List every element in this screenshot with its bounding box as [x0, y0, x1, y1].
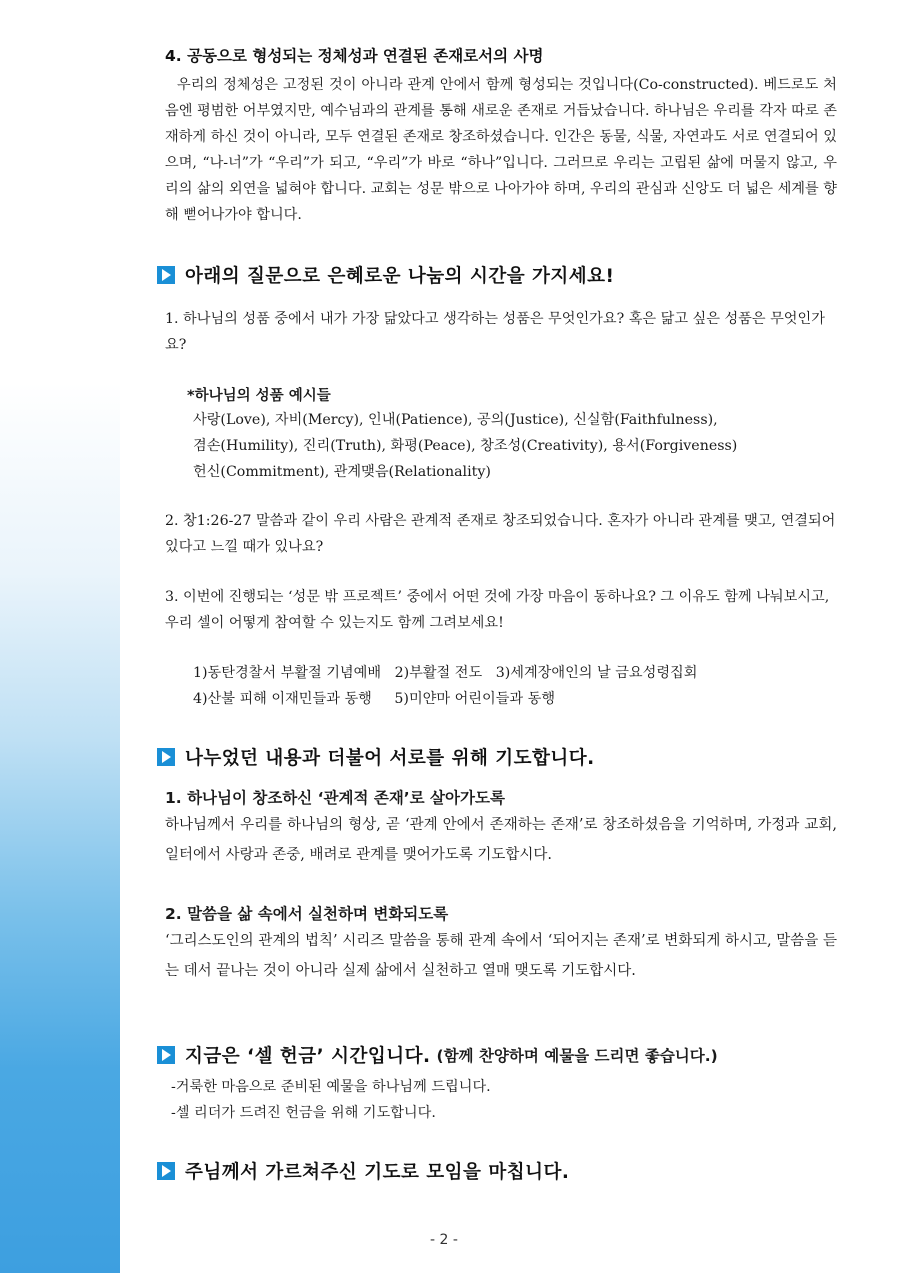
project-line: 4)산불 피해 이재민들과 동행 5)미얀마 어린이들과 동행: [193, 691, 556, 707]
prayer-1-body: 하나님께서 우리를 하나님의 형상, 곧 ‘관계 안에서 존재하는 존재’로 창조하셨음을 기억하며, 가정과 교회, 일터에서 사랑과 존중, 배려로 관계를 맺어가도록 기도합시다.: [165, 817, 837, 863]
question-3: [165, 584, 837, 636]
section-4-title: 4. 공동으로 형성되는 정체성과 연결된 존재로서의 사명: [165, 47, 544, 65]
section-4-body: 우리의 정체성은 고정된 것이 아니라 관계 안에서 함께 형성되는 것입니다(Co-constructed). 베드로도 처음엔 평범한 어부였지만, 예수님과의 관계를 통해 새로운 존재로 거듭났습니다. 하나님은 우리를 각자 따로 존재하게 하신 것이 아니라, 모두 연결된 존재로 창조하셨습니다. 인간은 동물, 식물, 자연과도 서로 연결되어 있으며, “나-너”가 “우리”가 되고, “우리”가 바로 “하나”입니다. 그러므로 우리는 고립된 삶에 머물지 않고, 우리의 삶의 외연을 넓혀야 합니다. 교회는 성문 밖으로 나아가야 하며, 우리의 관심과 신앙도 더 넓은 세계를 향해 뻗어나가야 합니다.: [165, 77, 837, 223]
prayer-banner: [157, 744, 595, 770]
prayer-1: [165, 786, 837, 870]
project-list: [193, 660, 837, 712]
question-1: [165, 306, 837, 358]
play-arrow-icon: [157, 1162, 175, 1180]
sharing-banner-text: 아래의 질문으로 은혜로운 나눔의 시간을 가지세요!: [185, 266, 615, 287]
examples-line: 헌신(Commitment), 관계맺음(Relationality): [193, 464, 491, 480]
prayer-2-body: ‘그리스도인의 관계의 법칙’ 시리즈 말씀을 통해 관계 속에서 ‘되어지는 존재’로 변화되게 하시고, 말씀을 듣는 데서 끝나는 것이 아니라 실제 삶에서 실천하고 열매 맺도록 기도합시다.: [165, 933, 837, 979]
section-4: [165, 44, 837, 228]
question-2: [165, 508, 837, 560]
closing-banner-text: 주님께서 가르쳐주신 기도로 모임을 마칩니다.: [185, 1162, 570, 1183]
offering-line: -거룩한 마음으로 준비된 예물을 하나님께 드립니다.: [171, 1079, 491, 1095]
examples-line: 겸손(Humility), 진리(Truth), 화평(Peace), 창조성(Creativity), 용서(Forgiveness): [193, 438, 738, 454]
offering-banner-note: (함께 찬양하며 예물을 드리면 좋습니다.): [436, 1047, 718, 1065]
question-3-text: 3. 이번에 진행되는 ‘성문 밖 프로젝트’ 중에서 어떤 것에 가장 마음이 동하나요? 그 이유도 함께 나눠보시고, 우리 셀이 어떻게 참여할 수 있는지도 함께 그려보세요!: [165, 589, 830, 631]
question-1-text: 1. 하나님의 성품 중에서 내가 가장 닮았다고 생각하는 성품은 무엇인가요? 혹은 닮고 싶은 성품은 무엇인가요?: [165, 311, 825, 353]
prayer-2-title: 2. 말씀을 삶 속에서 실천하며 변화되도록: [165, 905, 449, 923]
decorative-sidebar: [0, 0, 120, 1273]
play-arrow-icon: [157, 748, 175, 766]
prayer-1-title: 1. 하나님이 창조하신 ‘관계적 존재’로 살아가도록: [165, 789, 505, 807]
page-number: - 2 -: [430, 1232, 458, 1248]
offering-banner: [157, 1042, 718, 1068]
attributes-examples: [187, 384, 837, 485]
sharing-banner: [157, 262, 614, 288]
prayer-banner-text: 나누었던 내용과 더불어 서로를 위해 기도합니다.: [185, 748, 595, 769]
examples-title: *하나님의 성품 예시들: [187, 388, 331, 404]
question-2-text: 2. 창1:26-27 말씀과 같이 우리 사람은 관계적 존재로 창조되었습니다. 혼자가 아니라 관계를 맺고, 연결되어 있다고 느낄 때가 있나요?: [165, 513, 836, 555]
project-line: 1)동탄경찰서 부활절 기념예배 2)부활절 전도 3)세계장애인의 날 금요성령집회: [193, 665, 698, 681]
offering-lines: [171, 1074, 837, 1126]
play-arrow-icon: [157, 266, 175, 284]
offering-line: -셀 리더가 드려진 헌금을 위해 기도합니다.: [171, 1105, 436, 1121]
closing-banner: [157, 1158, 569, 1184]
examples-line: 사랑(Love), 자비(Mercy), 인내(Patience), 공의(Justice), 신실함(Faithfulness),: [193, 412, 718, 428]
offering-banner-text: 지금은 ‘셀 헌금’ 시간입니다.: [185, 1046, 431, 1067]
play-arrow-icon: [157, 1046, 175, 1064]
prayer-2: [165, 902, 837, 986]
